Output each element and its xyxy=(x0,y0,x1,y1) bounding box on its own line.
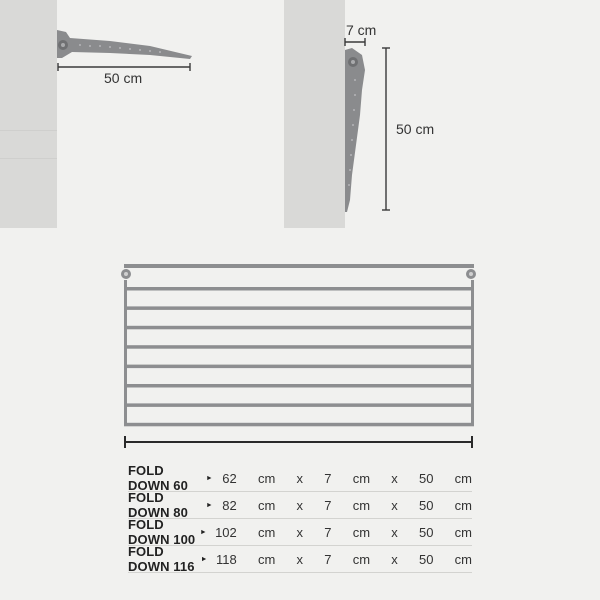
rack-bar xyxy=(124,306,474,310)
depth-dimension-line xyxy=(345,38,365,46)
rack-bar xyxy=(124,384,474,388)
rack-bar xyxy=(124,326,474,330)
rack-top-bar xyxy=(124,264,474,268)
rack-bar xyxy=(124,403,474,407)
depth-label: 7 cm xyxy=(346,22,377,38)
spec-row-fold-down-80 xyxy=(128,492,472,519)
rack-bars xyxy=(124,287,474,426)
model-name: FOLD DOWN 100 xyxy=(128,517,196,547)
spec-row-fold-down-116 xyxy=(128,546,472,573)
folded-bracket-illustration xyxy=(345,48,365,212)
front-view-rack xyxy=(121,264,476,426)
rack-left-mount xyxy=(121,269,131,279)
extension-length-label: 50 cm xyxy=(104,70,143,86)
width-dimension-line xyxy=(125,436,472,448)
rack-bar xyxy=(124,287,474,291)
model-name: FOLD DOWN 80 xyxy=(128,490,188,520)
model-dimensions: 62 cm x 7 cm x 50 cm xyxy=(222,470,472,486)
spec-row-fold-down-100 xyxy=(128,519,472,546)
spec-row-fold-down-60 xyxy=(128,465,472,492)
model-dimensions: 82 cm x 7 cm x 50 cm xyxy=(222,497,472,513)
model-dimensions: 118 cm x 7 cm x 50 cm xyxy=(216,551,472,567)
model-name: FOLD DOWN 116 xyxy=(128,544,195,574)
model-name: FOLD DOWN 60 xyxy=(128,463,188,493)
extended-bracket-illustration xyxy=(57,30,192,59)
height-dimension-line xyxy=(382,48,390,210)
rack-right-side xyxy=(471,280,474,425)
rack-bar xyxy=(124,365,474,369)
rack-bar xyxy=(124,345,474,349)
arrow-right-icon: ► xyxy=(205,501,213,509)
rack-left-side xyxy=(124,280,127,425)
rack-bar xyxy=(124,423,474,427)
height-label: 50 cm xyxy=(396,121,435,137)
rack-right-mount xyxy=(466,269,476,279)
arrow-right-icon: ► xyxy=(205,474,213,482)
arrow-right-icon: ► xyxy=(200,555,208,563)
arrow-right-icon: ► xyxy=(199,528,207,536)
model-dimensions: 102 cm x 7 cm x 50 cm xyxy=(215,524,472,540)
